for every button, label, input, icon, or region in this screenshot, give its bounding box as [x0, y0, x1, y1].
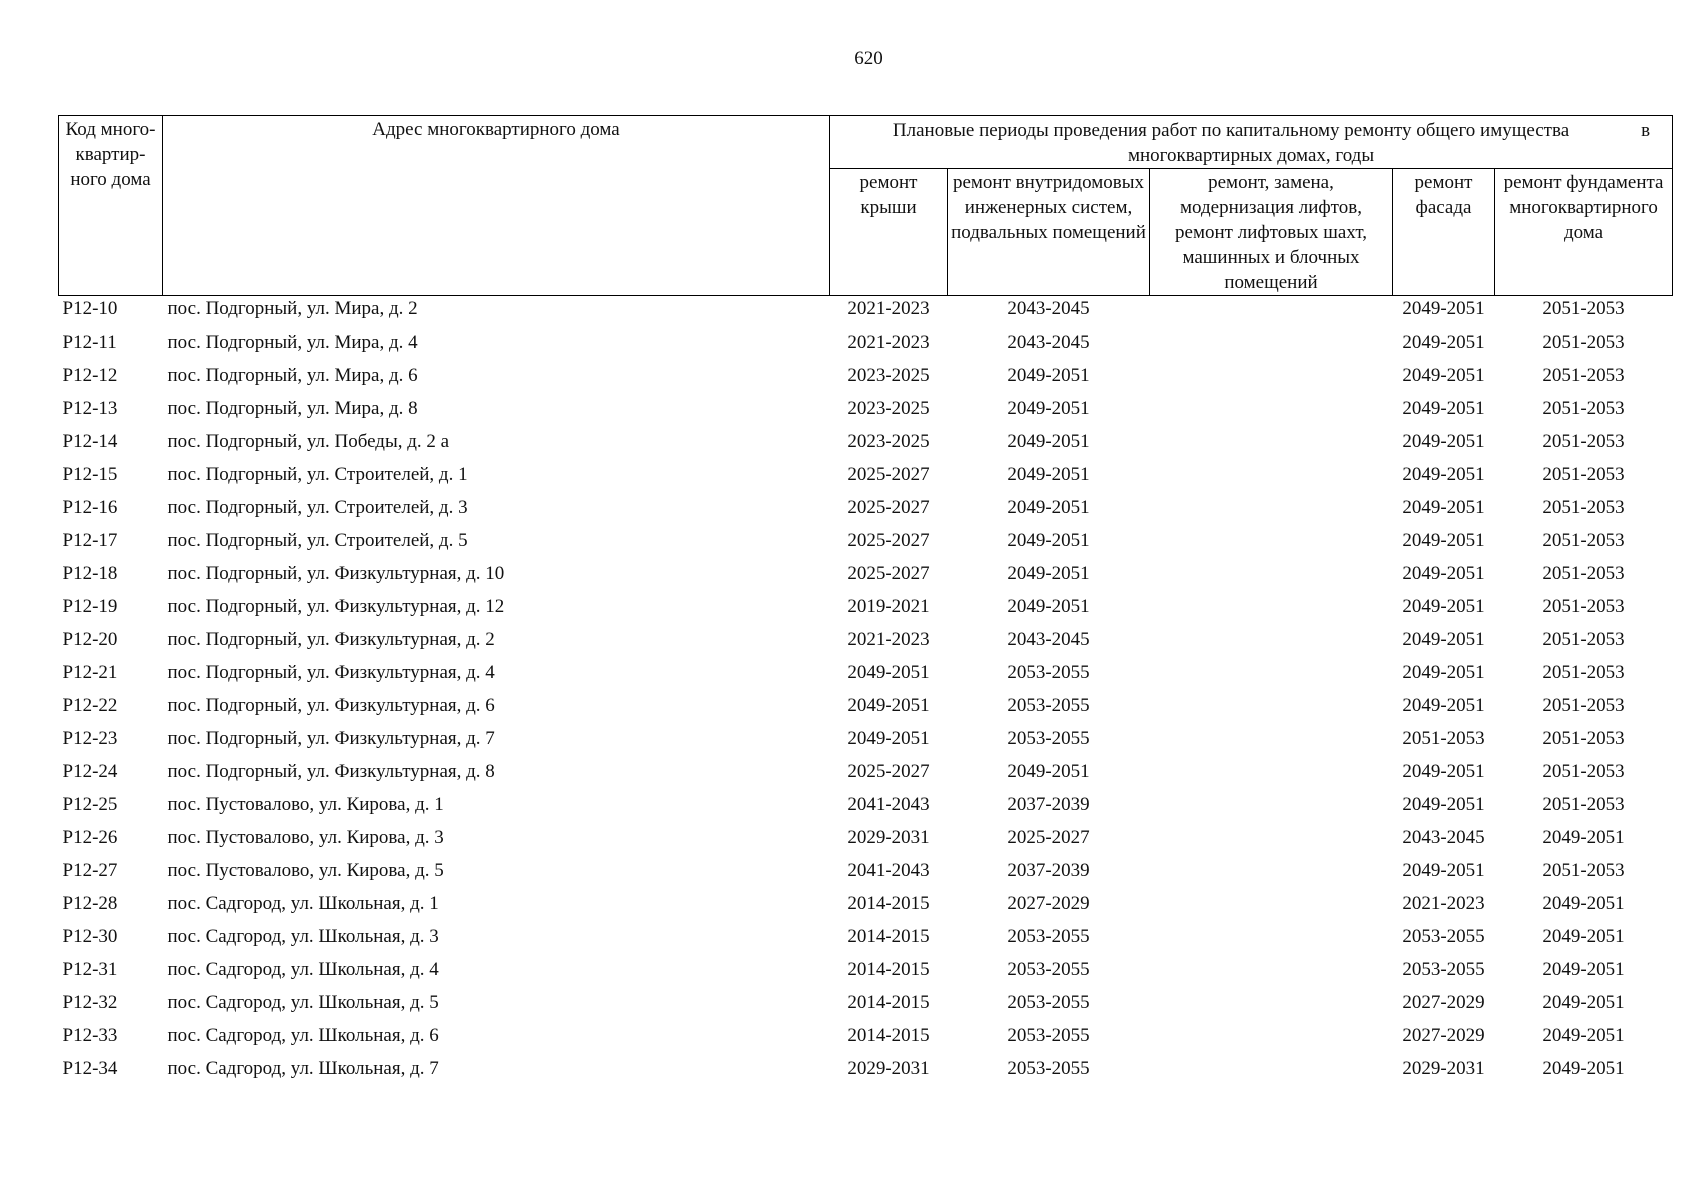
cell-foundation: 2051-2053: [1542, 364, 1625, 386]
cell-foundation: 2049-2051: [1542, 991, 1625, 1013]
table-row: [59, 920, 1673, 953]
cell-engineering: 2049-2051: [1007, 463, 1090, 485]
cell-lift: [1150, 887, 1393, 920]
cell-code: Р12-34: [62, 1057, 118, 1079]
cell-lift: [1150, 656, 1393, 689]
header-roof: ремонт крыши: [830, 169, 948, 296]
header-lift: ремонт, замена, модернизация лифтов, ремонт лифтовых шахт, машинных и блочных помещений: [1150, 169, 1393, 296]
table-row: [59, 788, 1673, 821]
cell-roof: 2014-2015: [847, 958, 930, 980]
cell-foundation: 2051-2053: [1542, 760, 1625, 782]
cell-address: пос. Пустовалово, ул. Кирова, д. 1: [167, 793, 444, 815]
cell-foundation: 2049-2051: [1542, 1057, 1625, 1079]
cell-lift: [1150, 1019, 1393, 1052]
cell-facade: 2053-2055: [1402, 958, 1485, 980]
cell-address: пос. Подгорный, ул. Физкультурная, д. 6: [167, 694, 495, 716]
table-row: [59, 326, 1673, 359]
table-row: [59, 689, 1673, 722]
cell-address: пос. Подгорный, ул. Строителей, д. 5: [167, 529, 468, 551]
cell-lift: [1150, 821, 1393, 854]
cell-lift: [1150, 296, 1393, 327]
cell-engineering: 2053-2055: [1007, 958, 1090, 980]
cell-engineering: 2049-2051: [1007, 496, 1090, 518]
header-planned-periods-line2: многоквартирных домах, годы: [1127, 145, 1375, 166]
cell-address: пос. Подгорный, ул. Физкультурная, д. 10: [167, 562, 505, 584]
cell-lift: [1150, 623, 1393, 656]
cell-roof: 2025-2027: [847, 463, 930, 485]
cell-roof: 2023-2025: [847, 397, 930, 419]
cell-lift: [1150, 920, 1393, 953]
cell-foundation: 2051-2053: [1542, 463, 1625, 485]
cell-code: Р12-25: [62, 793, 118, 815]
cell-address: пос. Подгорный, ул. Строителей, д. 3: [167, 496, 468, 518]
table-row: [59, 656, 1673, 689]
cell-code: Р12-14: [62, 430, 118, 452]
header-code: Код много-квартир-ного дома: [59, 116, 163, 296]
cell-engineering: 2053-2055: [1007, 1024, 1090, 1046]
table-row: [59, 524, 1673, 557]
cell-lift: [1150, 557, 1393, 590]
cell-roof: 2019-2021: [847, 595, 930, 617]
cell-code: Р12-16: [62, 496, 118, 518]
cell-lift: [1150, 392, 1393, 425]
cell-engineering: 2053-2055: [1007, 694, 1090, 716]
table-row: [59, 1052, 1673, 1085]
cell-code: Р12-33: [62, 1024, 118, 1046]
cell-code: Р12-31: [62, 958, 118, 980]
table-row: [59, 557, 1673, 590]
cell-address: пос. Садгород, ул. Школьная, д. 6: [167, 1024, 439, 1046]
cell-address: пос. Садгород, ул. Школьная, д. 7: [167, 1057, 439, 1079]
cell-roof: 2014-2015: [847, 991, 930, 1013]
cell-engineering: 2043-2045: [1007, 628, 1090, 650]
table-row: [59, 755, 1673, 788]
cell-facade: 2049-2051: [1402, 628, 1485, 650]
cell-roof: 2021-2023: [847, 331, 930, 353]
cell-address: пос. Подгорный, ул. Мира, д. 4: [167, 331, 418, 353]
table-row: [59, 986, 1673, 1019]
cell-facade: 2027-2029: [1402, 1024, 1485, 1046]
cell-address: пос. Подгорный, ул. Мира, д. 6: [167, 364, 418, 386]
cell-code: Р12-30: [62, 925, 118, 947]
cell-lift: [1150, 359, 1393, 392]
cell-code: Р12-11: [62, 331, 117, 353]
page-number: 620: [854, 48, 883, 69]
cell-facade: 2049-2051: [1402, 364, 1485, 386]
table-row: [59, 425, 1673, 458]
cell-foundation: 2051-2053: [1542, 496, 1625, 518]
cell-facade: 2049-2051: [1402, 661, 1485, 683]
cell-code: Р12-21: [62, 661, 118, 683]
cell-foundation: 2051-2053: [1542, 727, 1625, 749]
table-row: [59, 854, 1673, 887]
cell-roof: 2025-2027: [847, 529, 930, 551]
cell-roof: 2021-2023: [847, 628, 930, 650]
cell-address: пос. Подгорный, ул. Физкультурная, д. 4: [167, 661, 495, 683]
cell-address: пос. Садгород, ул. Школьная, д. 5: [167, 991, 439, 1013]
cell-lift: [1150, 722, 1393, 755]
table-row: [59, 392, 1673, 425]
cell-foundation: 2051-2053: [1542, 331, 1625, 353]
cell-facade: 2051-2053: [1402, 727, 1485, 749]
cell-foundation: 2051-2053: [1542, 661, 1625, 683]
cell-facade: 2049-2051: [1402, 859, 1485, 881]
cell-roof: 2049-2051: [847, 694, 930, 716]
cell-facade: 2049-2051: [1402, 298, 1485, 319]
cell-facade: 2029-2031: [1402, 1057, 1485, 1079]
cell-engineering: 2049-2051: [1007, 595, 1090, 617]
cell-code: Р12-23: [62, 727, 118, 749]
cell-address: пос. Подгорный, ул. Физкультурная, д. 7: [167, 727, 495, 749]
cell-code: Р12-17: [62, 529, 118, 551]
cell-foundation: 2051-2053: [1542, 562, 1625, 584]
cell-engineering: 2037-2039: [1007, 793, 1090, 815]
cell-code: Р12-12: [62, 364, 118, 386]
table-row: [59, 359, 1673, 392]
cell-roof: 2049-2051: [847, 727, 930, 749]
table-row: [59, 590, 1673, 623]
cell-engineering: 2043-2045: [1007, 331, 1090, 353]
cell-lift: [1150, 524, 1393, 557]
cell-address: пос. Подгорный, ул. Физкультурная, д. 12: [167, 595, 505, 617]
table-row: [59, 623, 1673, 656]
cell-roof: 2023-2025: [847, 430, 930, 452]
cell-address: пос. Подгорный, ул. Мира, д. 8: [167, 397, 418, 419]
cell-lift: [1150, 755, 1393, 788]
cell-facade: 2049-2051: [1402, 562, 1485, 584]
cell-engineering: 2049-2051: [1007, 430, 1090, 452]
cell-foundation: 2051-2053: [1542, 595, 1625, 617]
cell-facade: 2049-2051: [1402, 694, 1485, 716]
cell-facade: 2049-2051: [1402, 529, 1485, 551]
cell-facade: 2049-2051: [1402, 331, 1485, 353]
table-row: [59, 296, 1673, 327]
cell-lift: [1150, 425, 1393, 458]
cell-facade: 2053-2055: [1402, 925, 1485, 947]
cell-foundation: 2051-2053: [1542, 298, 1625, 319]
cell-address: пос. Подгорный, ул. Физкультурная, д. 8: [167, 760, 495, 782]
cell-foundation: 2049-2051: [1542, 925, 1625, 947]
cell-facade: 2049-2051: [1402, 463, 1485, 485]
cell-foundation: 2051-2053: [1542, 793, 1625, 815]
cell-facade: 2049-2051: [1402, 397, 1485, 419]
cell-engineering: 2049-2051: [1007, 529, 1090, 551]
cell-foundation: 2051-2053: [1542, 397, 1625, 419]
table-body: [59, 296, 1673, 1086]
cell-address: пос. Подгорный, ул. Строителей, д. 1: [167, 463, 468, 485]
header-planned-periods-line1: Плановые периоды проведения работ по капитальному ремонту общего имущества: [892, 120, 1570, 141]
cell-code: Р12-28: [62, 892, 118, 914]
cell-facade: 2021-2023: [1402, 892, 1485, 914]
cell-lift: [1150, 788, 1393, 821]
cell-code: Р12-32: [62, 991, 118, 1013]
cell-address: пос. Пустовалово, ул. Кирова, д. 3: [167, 826, 444, 848]
table-row: [59, 953, 1673, 986]
cell-engineering: 2049-2051: [1007, 364, 1090, 386]
cell-address: пос. Пустовалово, ул. Кирова, д. 5: [167, 859, 444, 881]
cell-address: пос. Садгород, ул. Школьная, д. 1: [167, 892, 439, 914]
cell-code: Р12-26: [62, 826, 118, 848]
cell-roof: 2029-2031: [847, 826, 930, 848]
cell-address: пос. Подгорный, ул. Мира, д. 2: [167, 298, 418, 319]
cell-facade: 2049-2051: [1402, 430, 1485, 452]
cell-roof: 2041-2043: [847, 859, 930, 881]
cell-lift: [1150, 491, 1393, 524]
table-row: [59, 887, 1673, 920]
cell-code: Р12-20: [62, 628, 118, 650]
cell-roof: 2049-2051: [847, 661, 930, 683]
cell-engineering: 2053-2055: [1007, 925, 1090, 947]
cell-foundation: 2051-2053: [1542, 859, 1625, 881]
cell-foundation: 2051-2053: [1542, 529, 1625, 551]
cell-address: пос. Садгород, ул. Школьная, д. 3: [167, 925, 439, 947]
cell-lift: [1150, 326, 1393, 359]
cell-foundation: 2049-2051: [1542, 892, 1625, 914]
cell-lift: [1150, 1052, 1393, 1085]
cell-facade: 2027-2029: [1402, 991, 1485, 1013]
cell-engineering: 2053-2055: [1007, 661, 1090, 683]
cell-lift: [1150, 986, 1393, 1019]
cell-facade: 2043-2045: [1402, 826, 1485, 848]
cell-roof: 2025-2027: [847, 760, 930, 782]
cell-code: Р12-13: [62, 397, 118, 419]
cell-code: Р12-19: [62, 595, 118, 617]
cell-roof: 2014-2015: [847, 1024, 930, 1046]
cell-engineering: 2049-2051: [1007, 760, 1090, 782]
cell-foundation: 2049-2051: [1542, 958, 1625, 980]
cell-roof: 2023-2025: [847, 364, 930, 386]
cell-engineering: 2049-2051: [1007, 397, 1090, 419]
cell-foundation: 2049-2051: [1542, 826, 1625, 848]
header-planned-periods-v: в: [1641, 120, 1651, 141]
cell-code: Р12-22: [62, 694, 118, 716]
cell-roof: 2021-2023: [847, 298, 930, 319]
cell-roof: 2014-2015: [847, 892, 930, 914]
cell-address: пос. Подгорный, ул. Физкультурная, д. 2: [167, 628, 495, 650]
cell-engineering: 2025-2027: [1007, 826, 1090, 848]
cell-code: Р12-10: [62, 298, 118, 319]
header-facade: ремонт фасада: [1393, 169, 1495, 296]
cell-engineering: 2053-2055: [1007, 991, 1090, 1013]
cell-foundation: 2051-2053: [1542, 694, 1625, 716]
cell-facade: 2049-2051: [1402, 595, 1485, 617]
cell-lift: [1150, 458, 1393, 491]
cell-lift: [1150, 953, 1393, 986]
cell-roof: 2025-2027: [847, 496, 930, 518]
cell-code: Р12-24: [62, 760, 118, 782]
cell-roof: 2014-2015: [847, 925, 930, 947]
cell-engineering: 2037-2039: [1007, 859, 1090, 881]
table-row: [59, 821, 1673, 854]
cell-foundation: 2051-2053: [1542, 430, 1625, 452]
cell-engineering: 2053-2055: [1007, 727, 1090, 749]
cell-engineering: 2043-2045: [1007, 298, 1090, 319]
cell-code: Р12-15: [62, 463, 118, 485]
header-engineering: ремонт внутридомовых инженерных систем, подвальных помещений: [948, 169, 1150, 296]
cell-lift: [1150, 854, 1393, 887]
cell-foundation: 2051-2053: [1542, 628, 1625, 650]
table-row: [59, 722, 1673, 755]
cell-engineering: 2049-2051: [1007, 562, 1090, 584]
cell-facade: 2049-2051: [1402, 760, 1485, 782]
cell-foundation: 2049-2051: [1542, 1024, 1625, 1046]
table-row: [59, 491, 1673, 524]
cell-address: пос. Садгород, ул. Школьная, д. 4: [167, 958, 439, 980]
cell-code: Р12-27: [62, 859, 118, 881]
cell-engineering: 2053-2055: [1007, 1057, 1090, 1079]
cell-code: Р12-18: [62, 562, 118, 584]
cell-lift: [1150, 590, 1393, 623]
cell-facade: 2049-2051: [1402, 793, 1485, 815]
cell-lift: [1150, 689, 1393, 722]
cell-roof: 2029-2031: [847, 1057, 930, 1079]
table-row: [59, 458, 1673, 491]
cell-engineering: 2027-2029: [1007, 892, 1090, 914]
header-address: Адрес многоквартирного дома: [163, 116, 830, 296]
cell-roof: 2041-2043: [847, 793, 930, 815]
cell-roof: 2025-2027: [847, 562, 930, 584]
header-planned-periods: [830, 116, 1673, 169]
header-row: [59, 116, 1673, 169]
cell-facade: 2049-2051: [1402, 496, 1485, 518]
table-row: [59, 1019, 1673, 1052]
repair-schedule-table: [58, 115, 1673, 1085]
header-foundation: ремонт фундамента многоквартирного дома: [1495, 169, 1673, 296]
cell-address: пос. Подгорный, ул. Победы, д. 2 а: [167, 430, 450, 452]
